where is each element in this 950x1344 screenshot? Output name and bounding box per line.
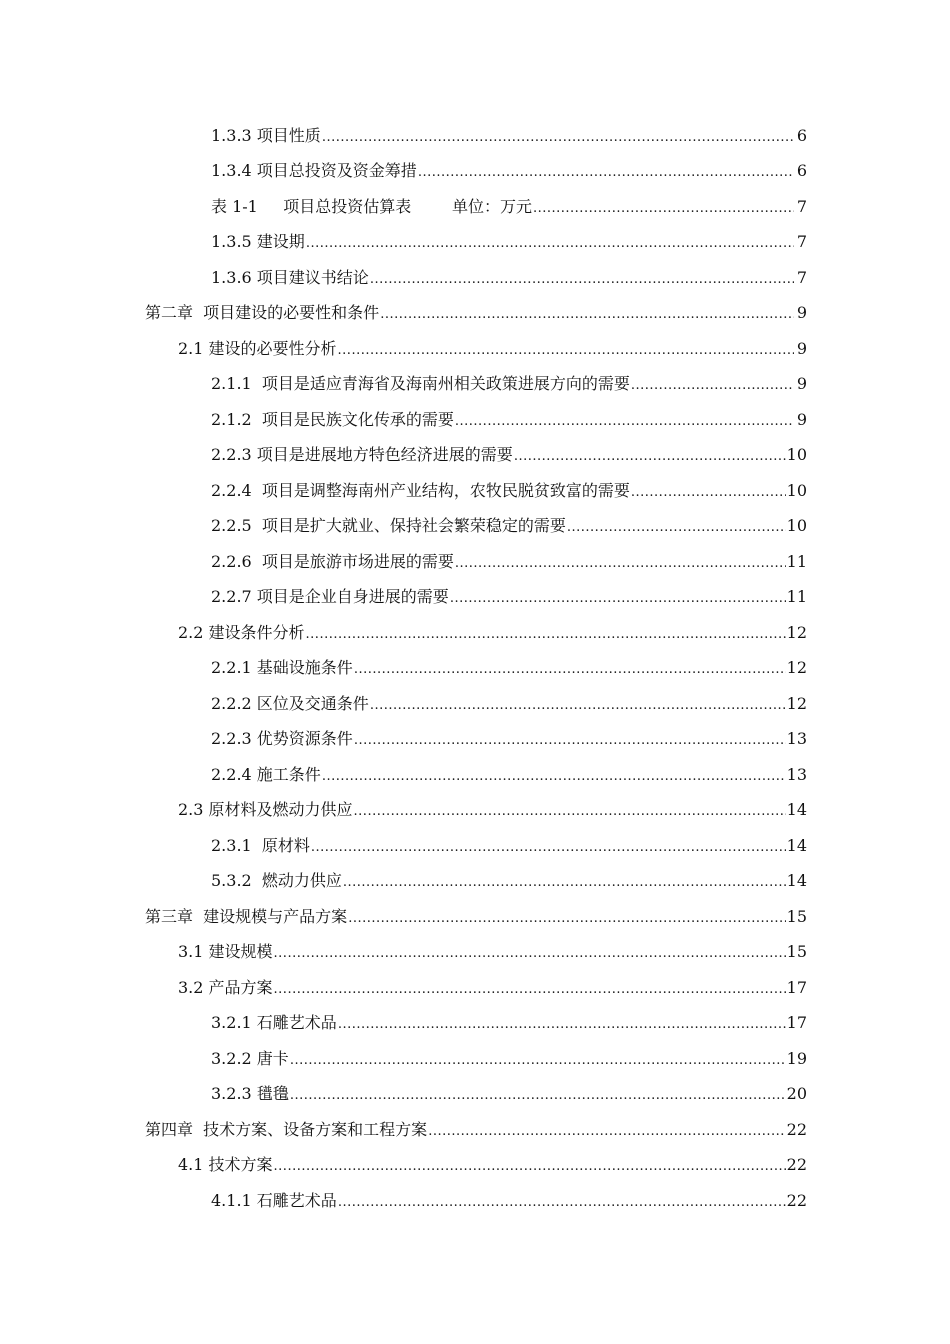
- toc-entry-title: 第三章 建设规模与产品方案: [145, 906, 348, 926]
- toc-entry-page-number: 9: [796, 374, 807, 394]
- toc-entry-line: [145, 907, 807, 929]
- toc-entry-page-number: 13: [786, 729, 807, 749]
- dot-leader: [274, 944, 786, 964]
- toc-entry-line: [211, 516, 807, 538]
- toc-entry-line: [211, 587, 807, 609]
- toc-entry-line: [211, 729, 807, 751]
- toc-entry-title: 1.3.3 项目性质: [211, 125, 321, 145]
- toc-entry-title: 2.2.7 项目是企业自身进展的需要: [211, 587, 449, 607]
- toc-entry-line: [178, 978, 807, 1000]
- toc-entry[interactable]: [0, 474, 950, 510]
- dot-leader: [370, 696, 786, 716]
- toc-entry-line: [211, 374, 807, 396]
- toc-entry-line: [211, 410, 807, 432]
- toc-entry-title: 5.3.2 燃动力供应: [211, 871, 342, 891]
- toc-entry-line: [211, 161, 807, 183]
- dot-leader: [631, 376, 794, 396]
- toc-entry-page-number: 22: [786, 1155, 807, 1175]
- dot-leader: [631, 483, 786, 503]
- dot-leader: [311, 838, 786, 858]
- toc-entry-page-number: 10: [786, 445, 807, 465]
- toc-entry-line: [178, 942, 807, 964]
- toc-entry-line: [211, 552, 807, 574]
- dot-leader: [306, 234, 794, 254]
- toc-entry[interactable]: [0, 900, 950, 936]
- toc-entry-line: [211, 481, 807, 503]
- toc-entry-line: [211, 445, 807, 467]
- toc-entry-page-number: 9: [796, 338, 807, 358]
- toc-entry-page-number: 6: [796, 125, 807, 145]
- dot-leader: [338, 341, 794, 361]
- dot-leader: [290, 1051, 786, 1071]
- toc-entry-title: 2.1.2 项目是民族文化传承的需要: [211, 409, 454, 429]
- toc-entry-line: [211, 658, 807, 680]
- toc-entry-line: [178, 339, 807, 361]
- toc-entry-line: [211, 232, 807, 254]
- toc-entry-title: 1.3.6 项目建议书结论: [211, 267, 369, 287]
- toc-entry-page-number: 12: [786, 693, 807, 713]
- toc-entry-title: 4.1.1 石雕艺术品: [211, 1190, 337, 1210]
- toc-entry-page-number: 22: [786, 1119, 807, 1139]
- toc-entry-line: [178, 800, 807, 822]
- toc-entry-title: 3.1 建设规模: [178, 942, 273, 962]
- toc-entry-line: [211, 1084, 807, 1106]
- toc-entry-title: 2.2.3 优势资源条件: [211, 729, 353, 749]
- toc-entry[interactable]: [0, 226, 950, 262]
- toc-entry-page-number: 19: [786, 1048, 807, 1068]
- toc-entry-page-number: 14: [786, 800, 807, 820]
- dot-leader: [354, 731, 786, 751]
- toc-entry-page-number: 9: [796, 409, 807, 429]
- toc-entry-title: 2.2.4 施工条件: [211, 764, 321, 784]
- toc-entry[interactable]: [0, 687, 950, 723]
- toc-entry-page-number: 7: [796, 232, 807, 252]
- dot-leader: [338, 1015, 786, 1035]
- toc-entry[interactable]: [0, 865, 950, 901]
- dot-leader: [455, 412, 794, 432]
- dot-leader: [354, 660, 786, 680]
- toc-entry-page-number: 17: [786, 1013, 807, 1033]
- toc-entry[interactable]: [0, 1007, 950, 1043]
- toc-entry-title: 2.3 原材料及燃动力供应: [178, 800, 353, 820]
- toc-entry-title: 2.1 建设的必要性分析: [178, 338, 337, 358]
- toc-entry-title: 2.2 建设条件分析: [178, 622, 305, 642]
- toc-entry-line: [145, 303, 807, 325]
- toc-entry[interactable]: [0, 829, 950, 865]
- dot-leader: [322, 767, 786, 787]
- toc-entry[interactable]: [0, 403, 950, 439]
- toc-entry-line: [211, 1013, 807, 1035]
- toc-entry[interactable]: [0, 368, 950, 404]
- toc-entry-page-number: 7: [796, 196, 807, 216]
- dot-leader: [274, 980, 786, 1000]
- toc-entry[interactable]: [0, 1078, 950, 1114]
- toc-entry-title: 2.2.4 项目是调整海南州产业结构，农牧民脱贫致富的需要: [211, 480, 630, 500]
- toc-entry-line: [211, 268, 807, 290]
- dot-leader: [567, 518, 786, 538]
- dot-leader: [428, 1122, 785, 1142]
- toc-entry-title: 第四章 技术方案、设备方案和工程方案: [145, 1119, 428, 1139]
- dot-leader: [322, 128, 794, 148]
- toc-entry-title: 第二章 项目建设的必要性和条件: [145, 303, 380, 323]
- toc-entry-page-number: 22: [786, 1190, 807, 1210]
- toc-entry[interactable]: [0, 794, 950, 830]
- toc-entry-line: [178, 1155, 807, 1177]
- toc-entry-line: [211, 765, 807, 787]
- toc-entry-title: 2.2.3 项目是进展地方特色经济进展的需要: [211, 445, 513, 465]
- toc-entry[interactable]: [0, 971, 950, 1007]
- toc-entry[interactable]: [0, 261, 950, 297]
- toc-entry-line: [211, 871, 807, 893]
- toc-entry-title: 1.3.4 项目总投资及资金筹措: [211, 161, 417, 181]
- dot-leader: [306, 625, 786, 645]
- toc-entry-page-number: 10: [786, 516, 807, 536]
- toc-entry-title: 3.2.2 唐卡: [211, 1048, 289, 1068]
- toc-entry-title: 2.3.1 原材料: [211, 835, 310, 855]
- toc-entry-page-number: 11: [786, 587, 807, 607]
- toc-entry[interactable]: [0, 119, 950, 155]
- toc-entry[interactable]: [0, 510, 950, 546]
- toc-entry-page-number: 14: [786, 871, 807, 891]
- toc-entry-title: 2.2.6 项目是旅游市场进展的需要: [211, 551, 454, 571]
- toc-entry-title: 1.3.5 建设期: [211, 232, 305, 252]
- toc-entry-line: [211, 1049, 807, 1071]
- toc-entry-page-number: 7: [796, 267, 807, 287]
- toc-entry-line: [211, 197, 807, 219]
- toc-entry[interactable]: [0, 545, 950, 581]
- toc-entry[interactable]: [0, 1113, 950, 1149]
- dot-leader: [348, 909, 785, 929]
- dot-leader: [274, 1157, 786, 1177]
- toc-entry[interactable]: [0, 758, 950, 794]
- toc-entry-line: [211, 1191, 807, 1213]
- toc-entry[interactable]: [0, 581, 950, 617]
- toc-entry-page-number: 17: [786, 977, 807, 997]
- toc-entry[interactable]: [0, 936, 950, 972]
- dot-leader: [450, 589, 786, 609]
- toc-entry-line: [211, 694, 807, 716]
- toc-entry[interactable]: [0, 297, 950, 333]
- toc-entry-page-number: 10: [786, 480, 807, 500]
- toc-entry-title: 4.1 技术方案: [178, 1155, 273, 1175]
- toc-entry-page-number: 12: [786, 658, 807, 678]
- toc-entry-page-number: 12: [786, 622, 807, 642]
- toc-entry-title: 3.2 产品方案: [178, 977, 273, 997]
- toc-entry-line: [211, 126, 807, 148]
- toc-entry[interactable]: [0, 332, 950, 368]
- dot-leader: [338, 1193, 786, 1213]
- dot-leader: [290, 1086, 786, 1106]
- toc-entry-title: 表 1-1 项目总投资估算表 单位：万元: [211, 196, 532, 216]
- toc-entry-title: 2.2.1 基础设施条件: [211, 658, 353, 678]
- dot-leader: [418, 163, 794, 183]
- toc-entry-page-number: 13: [786, 764, 807, 784]
- toc-entry[interactable]: [0, 155, 950, 191]
- toc-entry-page-number: 11: [786, 551, 807, 571]
- toc-entry[interactable]: [0, 1042, 950, 1078]
- toc-entry[interactable]: [0, 1184, 950, 1220]
- toc-entry[interactable]: [0, 652, 950, 688]
- toc-entry-page-number: 20: [786, 1084, 807, 1104]
- toc-entry[interactable]: [0, 439, 950, 475]
- toc-entry-page-number: 9: [796, 303, 807, 323]
- dot-leader: [380, 305, 794, 325]
- toc-entry-line: [178, 623, 807, 645]
- toc-entry[interactable]: [0, 190, 950, 226]
- toc-entry-line: [145, 1120, 807, 1142]
- toc-entry-title: 2.1.1 项目是适应青海省及海南州相关政策进展方向的需要: [211, 374, 630, 394]
- toc-entry-title: 2.2.5 项目是扩大就业、保持社会繁荣稳定的需要: [211, 516, 566, 536]
- toc-entry-title: 3.2.3 氆氇: [211, 1084, 289, 1104]
- toc-entry-line: [211, 836, 807, 858]
- table-of-contents: [0, 119, 950, 1220]
- toc-entry-page-number: 6: [796, 161, 807, 181]
- dot-leader: [455, 554, 786, 574]
- toc-entry[interactable]: [0, 616, 950, 652]
- toc-entry-page-number: 15: [786, 942, 807, 962]
- dot-leader: [514, 447, 786, 467]
- toc-entry-title: 3.2.1 石雕艺术品: [211, 1013, 337, 1033]
- dot-leader: [343, 873, 786, 893]
- dot-leader: [370, 270, 794, 290]
- dot-leader: [354, 802, 786, 822]
- toc-entry-page-number: 14: [786, 835, 807, 855]
- toc-entry[interactable]: [0, 1149, 950, 1185]
- toc-entry-page-number: 15: [786, 906, 807, 926]
- dot-leader: [533, 199, 794, 219]
- toc-entry-title: 2.2.2 区位及交通条件: [211, 693, 369, 713]
- toc-entry[interactable]: [0, 723, 950, 759]
